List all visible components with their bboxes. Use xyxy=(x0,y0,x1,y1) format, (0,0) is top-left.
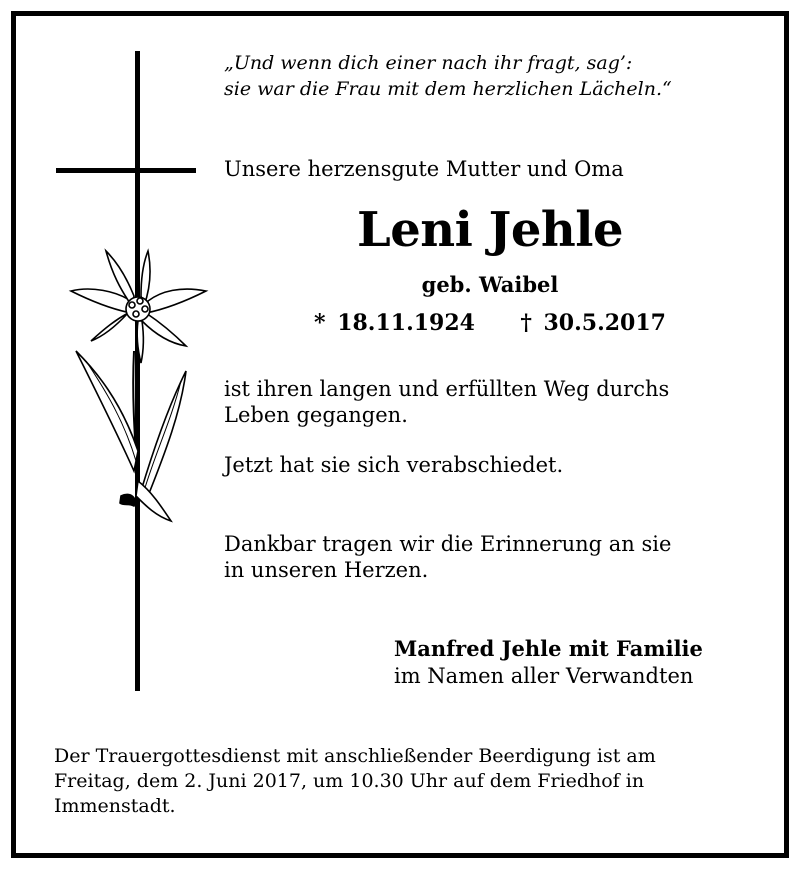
quote-line-1: „Und wenn dich einer nach ihr fragt, sag’: xyxy=(224,52,633,74)
deceased-name: Leni Jehle xyxy=(356,202,624,258)
life-dates xyxy=(16,310,784,336)
service-line-3: Immenstadt. xyxy=(54,795,176,817)
paragraph-life-line-1: ist ihren langen und erfüllten Weg durchs xyxy=(224,377,670,401)
paragraph-life xyxy=(224,376,669,428)
service-notice xyxy=(54,744,656,819)
paragraph-gratitude-line-1: Dankbar tragen wir die Erinnerung an sie xyxy=(224,532,672,556)
death-date: † 30.5.2017 xyxy=(520,310,666,336)
maiden-name: geb. Waibel xyxy=(421,272,559,297)
epigraph-quote xyxy=(224,50,672,102)
paragraph-gratitude xyxy=(224,531,671,583)
paragraph-gratitude-line-2: in unseren Herzen. xyxy=(224,558,429,582)
signature-family: Manfred Jehle mit Familie xyxy=(394,636,703,661)
obituary-frame xyxy=(11,11,789,858)
service-line-1: Der Trauergottesdienst mit anschließender Beerdigung ist am xyxy=(54,745,656,767)
service-line-2: Freitag, dem 2. Juni 2017, um 10.30 Uhr auf dem Friedhof in xyxy=(54,770,645,792)
paragraph-farewell: Jetzt hat sie sich verabschiedet. xyxy=(224,453,564,477)
signature-relatives: im Namen aller Verwandten xyxy=(394,664,694,688)
cross-edelweiss-decoration xyxy=(46,51,216,711)
intro-line: Unsere herzensgute Mutter und Oma xyxy=(224,157,624,181)
quote-line-2: sie war die Frau mit dem herzlichen Lächeln.“ xyxy=(224,78,672,100)
birth-date: * 18.11.1924 xyxy=(314,310,475,336)
cross-icon xyxy=(56,51,196,691)
paragraph-life-line-2: Leben gegangen. xyxy=(224,403,408,427)
